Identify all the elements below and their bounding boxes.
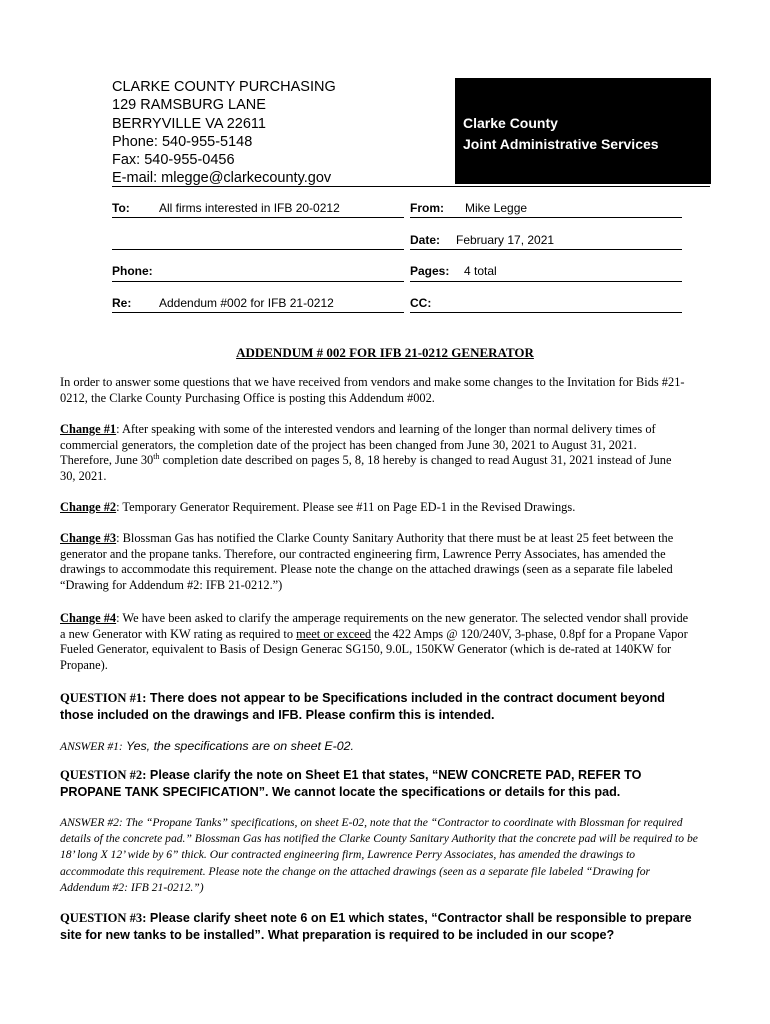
question-2 xyxy=(60,767,700,800)
answer-1 xyxy=(60,738,700,755)
question-2-label: QUESTION #2: xyxy=(60,768,147,782)
org-name: Clarke County xyxy=(463,115,558,131)
change-1-text-b: completion date described on pages 5, 8, 18 hereby is changed to read August 31, 2021 instead of June 30, 2021. xyxy=(60,453,672,483)
cc-label: CC: xyxy=(410,296,432,310)
change-3-paragraph xyxy=(60,531,690,593)
change-2-text: : Temporary Generator Requirement. Please see #11 on Page ED-1 in the Revised Drawings. xyxy=(116,500,576,514)
change-2-paragraph xyxy=(60,500,690,516)
re-value: Addendum #002 for IFB 21-0212 xyxy=(159,296,334,310)
field-rule xyxy=(112,217,404,218)
change-4-underlined: meet or exceed xyxy=(296,626,372,641)
question-3-text: Please clarify sheet note 6 on E1 which states, “Contractor shall be responsible to prepare site for new tanks to be installed”. What preparation is required to be included in our scope? xyxy=(60,911,692,942)
field-rule xyxy=(112,249,404,250)
intro-paragraph xyxy=(60,375,690,406)
date-label: Date: xyxy=(410,233,441,247)
change-1-text-a: : After speaking with some of the interested vendors and learning of the longer than normal delivery times of commercial generators, the completion date of the project has been changed from June 30, 2021 to August 31, 2021. Therefore, June 30 xyxy=(60,422,656,468)
address-line: E-mail: mlegge@clarkecounty.gov xyxy=(112,170,332,187)
field-rule xyxy=(410,281,682,282)
pages-label: Pages: xyxy=(410,264,450,278)
field-rule xyxy=(112,312,404,313)
question-2-text: Please clarify the note on Sheet E1 that states, “NEW CONCRETE PAD, REFER TO PROPANE TANK SPECIFICATION”. We cannot locate the specifications or details for this pad. xyxy=(60,768,642,799)
intro-text: In order to answer some questions that we have received from vendors and make some changes to the Invitation for Bids #21-0212, the Clarke County Purchasing Office is posting this Addendum #002. xyxy=(60,375,685,405)
to-label: To: xyxy=(112,201,130,215)
from-label: From: xyxy=(410,201,444,215)
question-3 xyxy=(60,910,700,943)
address-line: 129 RAMSBURG LANE xyxy=(112,97,266,114)
organization-banner xyxy=(455,78,711,184)
question-1-label: QUESTION #1: xyxy=(60,691,147,705)
to-value: All firms interested in IFB 20-0212 xyxy=(159,201,340,215)
change-1-paragraph xyxy=(60,422,690,484)
field-rule xyxy=(410,217,682,218)
org-department: Joint Administrative Services xyxy=(463,136,659,152)
address-line: Fax: 540-955-0456 xyxy=(112,152,235,169)
change-4-text-b: the 422 Amps @ 120/240V, 3-phase, 0.8pf for a Propane Vapor Fueled Generator, equivalent to Basis of Design Generac SG150, 9.0L, 150KW Generator (which is de-rated at 140KW for Propane). xyxy=(60,626,688,672)
answer-1-label: ANSWER #1: xyxy=(60,740,123,753)
change-3-label: Change #3 xyxy=(60,531,117,545)
field-rule xyxy=(410,312,682,313)
change-4-label: Change #4 xyxy=(60,611,117,625)
sender-address-block xyxy=(112,78,336,188)
change-4-text-a: : We have been asked to clarify the amperage requirements on the new generator. The selected vendor shall provide a new Generator with KW rating as required to xyxy=(60,611,689,641)
question-1 xyxy=(60,690,700,723)
phone-label: Phone: xyxy=(112,264,153,278)
address-line: CLARKE COUNTY PURCHASING xyxy=(112,79,336,95)
question-3-label: QUESTION #3: xyxy=(60,911,147,925)
question-1-text: There does not appear to be Specifications included in the contract document beyond those included on the drawings and IFB. Please confirm this is intended. xyxy=(60,691,665,722)
answer-2-text: ANSWER #2: The “Propane Tanks” specifications, on sheet E-02, note that the “Contractor to coordinate with Blossman for required details of the concrete pad.” Blossman Gas has notified the Clarke County Sanitary Authority that the concrete pad will be required to be 18’ long X 12’ wide by 6” thick. Our contracted engineering firm, Lawrence Perry Associates, has amended the drawings to accommodate this requirement. Please note the change on the attached drawings (seen as a separate file labeled “Drawing for Addendum #2: IFB 21-0212.”) xyxy=(60,816,698,894)
header-rule xyxy=(112,186,710,187)
address-line: BERRYVILLE VA 22611 xyxy=(112,115,266,132)
field-rule xyxy=(112,281,404,282)
address-line: Phone: 540-955-5148 xyxy=(112,133,253,150)
date-value: February 17, 2021 xyxy=(456,233,555,247)
change-2-label: Change #2 xyxy=(60,500,117,514)
answer-2 xyxy=(60,815,700,896)
from-value: Mike Legge xyxy=(465,201,528,215)
change-1-superscript: th xyxy=(153,452,160,462)
re-label: Re: xyxy=(112,296,132,310)
answer-1-text: Yes, the specifications are on sheet E-02. xyxy=(122,739,355,753)
change-1-label: Change #1 xyxy=(60,422,117,436)
pages-value: 4 total xyxy=(464,264,497,278)
field-rule xyxy=(410,249,682,250)
change-3-text: : Blossman Gas has notified the Clarke County Sanitary Authority that there must be at least 25 feet between the generator and the propane tanks. Therefore, our contracted engineering firm, Lawrence Perry Associates, has amended the drawings to accommodate this requirement. Please note the change on the attached drawings (seen as a separate file labeled “Drawing for Addendum #2: IFB 21-0212.”) xyxy=(60,531,674,592)
document-title: ADDENDUM # 002 FOR IFB 21-0212 GENERATOR xyxy=(236,345,534,360)
change-4-paragraph xyxy=(60,611,690,673)
